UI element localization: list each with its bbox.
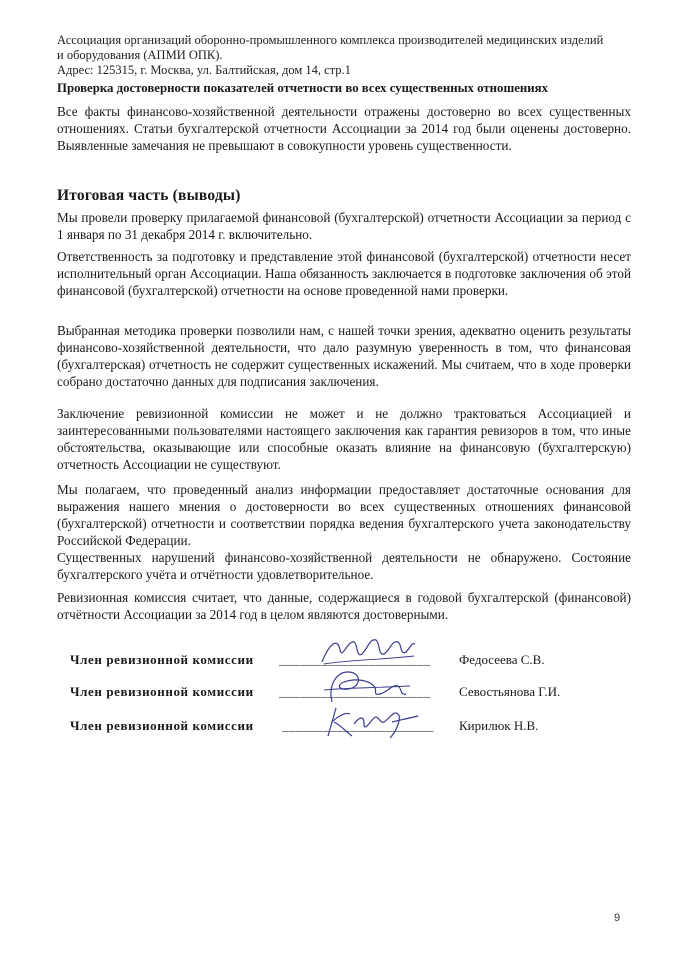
conclusion-paragraph-4: Заключение ревизионной комиссии не может и не должно трактоваться Ассоциацией и заинтересованными пользователями настоящего заключения как гарантия ревизоров в том, что иные обстоятельства, оказывающие или способные оказать влияние на финансовую (бухгалтерскую) отчетность Ассоциации не существуют. [57, 406, 631, 472]
signatory-name-1: Федосеева С.В. [459, 652, 545, 667]
page-number: 9 [614, 912, 621, 924]
signature-line: ______________________ [279, 652, 431, 667]
section-title-verification: Проверка достоверности показателей отчетности во всех существенных отношениях [57, 81, 548, 95]
conclusion-paragraph-3: Выбранная методика проверки позволили нам, с нашей точки зрения, адекватно оценить результаты финансово-хозяйственной деятельности, что дало разумную уверенность в том, что финансовая (бухгалтерская) отчетность не содержит существенных искажений. Мы считаем, что в ходе проверки собрано достаточно данных для подписания заключения. [57, 323, 631, 389]
conclusion-title: Итоговая часть (выводы) [57, 187, 241, 204]
verification-paragraph: Все факты финансово-хозяйственной деятельности отражены достоверно во всех существенных отношениях. Статьи бухгалтерской отчетности Ассоциации за 2014 год были оценены достоверно. Выявленные замечания не превышают в совокупности уровень существенности. [57, 104, 631, 153]
signature-row-3 [0, 714, 678, 742]
signature-role-label: Член ревизионной комиссии [70, 718, 254, 733]
conclusion-paragraph-6: Существенных нарушений финансово-хозяйственной деятельности не обнаружено. Состояние бухгалтерского учёта и отчётности удовлетворительное. [57, 550, 631, 582]
signature-role-label: Член ревизионной комиссии [70, 684, 254, 699]
signature-line: ______________________ [282, 718, 434, 733]
signatory-name-3: Кирилюк Н.В. [459, 718, 539, 733]
conclusion-paragraph-1: Мы провели проверку прилагаемой финансовой (бухгалтерской) отчетности Ассоциации за период с 1 января по 31 декабря 2014 г. включительно. [57, 210, 631, 242]
organization-address: Адрес: 125315, г. Москва, ул. Балтийская, дом 14, стр.1 [57, 63, 351, 77]
signature-role-label: Член ревизионной комиссии [70, 652, 254, 667]
signature-line: ______________________ [279, 684, 431, 699]
organization-name-line1: Ассоциация организаций оборонно-промышленного комплекса производителей медицинских изделий [57, 33, 604, 47]
conclusion-paragraph-7: Ревизионная комиссия считает, что данные, содержащиеся в годовой бухгалтерской (финансовой) отчётности Ассоциации за 2014 год в целом являются достоверными. [57, 590, 631, 622]
organization-name-line2: и оборудования (АПМИ ОПК). [57, 48, 223, 62]
handwritten-signature-3 [320, 702, 420, 746]
signatory-name-2: Севостьянова Г.И. [459, 684, 561, 699]
conclusion-paragraph-5: Мы полагаем, что проведенный анализ информации предоставляет достаточные основания для выражения нашего мнения о достоверности во всех существенных отношениях финансовой (бухгалтерской) отчетности и соответствии порядка ведения бухгалтерского учета законодательству Российской Федерации. [57, 482, 631, 548]
conclusion-paragraph-2: Ответственность за подготовку и представление этой финансовой (бухгалтерской) отчетности несет исполнительный орган Ассоциации. Наша обязанность заключается в подготовке заключения об этой финансовой (бухгалтерской) отчетности на основе проведенной нами проверки. [57, 249, 631, 298]
